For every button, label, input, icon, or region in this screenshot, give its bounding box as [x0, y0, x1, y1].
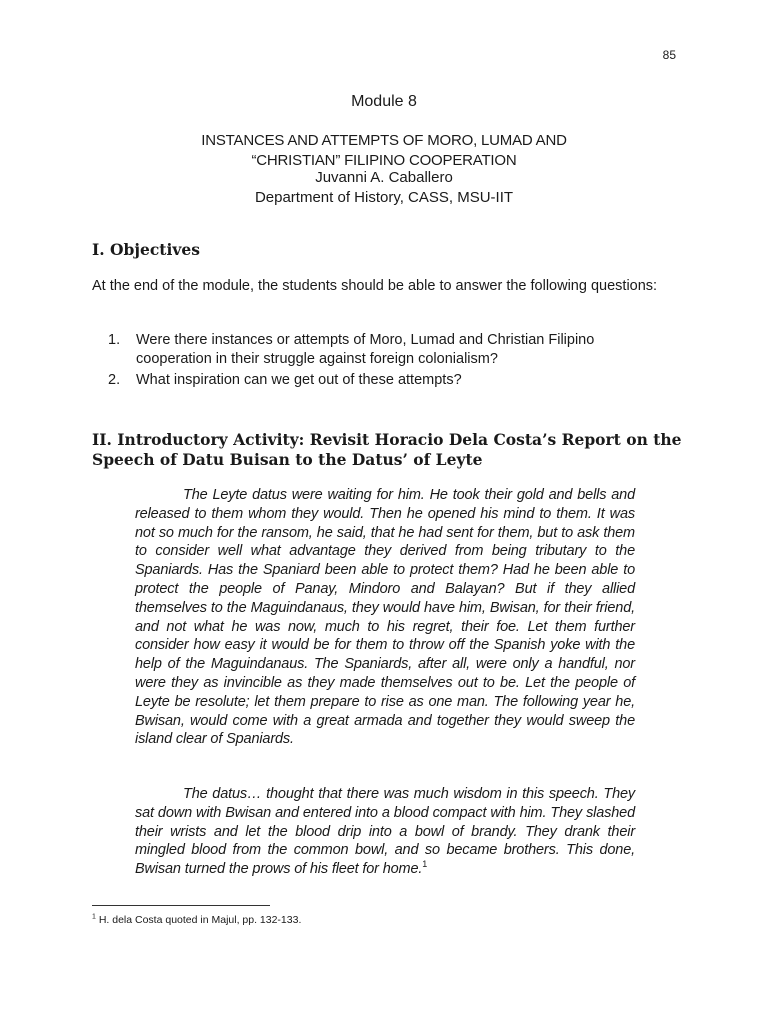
footnote-reference[interactable]: 1: [422, 859, 428, 870]
footnote-marker: 1: [92, 913, 96, 921]
title-line-1: INSTANCES AND ATTEMPTS OF MORO, LUMAD AND: [201, 132, 567, 149]
section-heading-introductory-activity: II. Introductory Activity: Revisit Horacio Dela Costa’s Report on the Speech of Datu Buisan to the Datus’ of Leyte: [92, 430, 682, 469]
footnote: [92, 914, 301, 926]
objectives-intro: At the end of the module, the students should be able to answer the following questions:: [92, 278, 658, 294]
list-item-text: Were there instances or attempts of Moro, Lumad and Christian Filipino cooperation in their struggle against foreign colonialism?: [136, 332, 595, 367]
block-quote-paragraph-1: The Leyte datus were waiting for him. He took their gold and bells and released to them whom they would. Then he opened his mind to them. It was not so much for the ransom, he said, that he had sent for them, but to ask them to consider well what advantage they derived from being tributary to the Spaniards. Has the Spaniard been able to protect them? Had he been able to protect the people of Panay, Mindoro and Balayan? But if they allied themselves to the Maguindanaus, they would have him, Bwisan, for their friend, and not what he was now, much to his regret, their foe. Let them further consider how easy it would be for them to throw off the Spanish yoke with the help of the Maguindanaus. The Spaniards, after all, were only a handful, nor were they as invincible as they made themselves out to be. Let the people of Leyte be resolute; let them prepare to rise as one man. The following year he, Bwisan, would come with a great armada and together they would sweep the island clear of Spaniards.: [135, 487, 635, 748]
page-number: 85: [662, 48, 676, 62]
objectives-list: [108, 331, 628, 392]
list-item-number: 1.: [108, 332, 121, 348]
footnote-divider: [92, 905, 270, 906]
list-item-text: What inspiration can we get out of these attempts?: [136, 372, 462, 388]
list-item-number: 2.: [108, 372, 121, 388]
author-affiliation: Department of History, CASS, MSU-IIT: [254, 189, 514, 206]
title-line-2: “CHRISTIAN” FILIPINO COOPERATION: [251, 152, 517, 169]
document-title: [0, 131, 768, 171]
block-quote-paragraph-2: [135, 785, 635, 879]
byline: [0, 168, 768, 208]
author-name: Juvanni A. Caballero: [315, 169, 453, 186]
section-heading-objectives: I. Objectives: [92, 240, 200, 259]
footnote-text: H. dela Costa quoted in Majul, pp. 132-133.: [95, 914, 302, 926]
list-item: [108, 331, 628, 369]
quote-text: The datus… thought that there was much wisdom in this speech. They sat down with Bwisan and entered into a blood compact with him. They slashed their wrists and let the blood drip into a bowl of brandy. They drank their mingled blood from the common bowl, and so became brothers. This done, Bwisan turned the prows of his fleet for home.: [135, 786, 635, 878]
list-item: [108, 371, 628, 390]
module-title: Module 8: [351, 93, 417, 110]
